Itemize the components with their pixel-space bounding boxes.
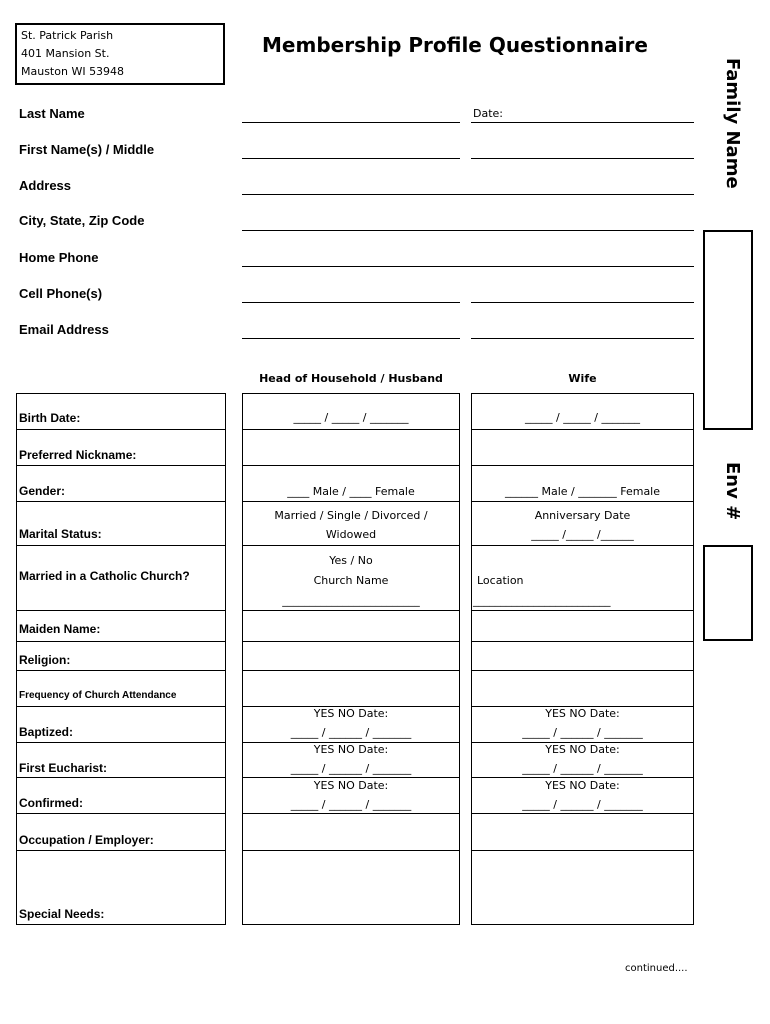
page-title: Membership Profile Questionnaire xyxy=(262,33,648,57)
wife-eucharist-yes-no-date[interactable]: YES NO Date: xyxy=(545,743,620,756)
address-label: Address xyxy=(19,178,72,193)
wife-eucharist-date-blanks[interactable]: _____ / ______ / _______ xyxy=(522,762,643,775)
head-church-name-label: Church Name xyxy=(313,574,389,587)
first-name-label: First Name(s) / Middle xyxy=(19,142,155,157)
row-label-religion: Religion: xyxy=(19,653,71,667)
row-separator xyxy=(16,641,226,642)
head-gender-options[interactable]: ____ Male / ____ Female xyxy=(287,485,415,498)
wife-confirmed-date-blanks[interactable]: _____ / ______ / _______ xyxy=(522,798,643,811)
row-label-gender: Gender: xyxy=(19,484,66,498)
email-label: Email Address xyxy=(19,322,109,337)
row-separator xyxy=(16,813,226,814)
family-name-vertical-label: Family Name xyxy=(722,58,743,189)
row-separator xyxy=(16,465,226,466)
row-separator xyxy=(16,670,226,671)
row-separator xyxy=(242,850,460,851)
address-line: Mauston WI 53948 xyxy=(21,65,125,78)
home-phone-label: Home Phone xyxy=(19,250,99,265)
head-birth-date-blanks[interactable]: _____ / _____ / _______ xyxy=(293,411,409,424)
head-eucharist-date-blanks[interactable]: _____ / ______ / _______ xyxy=(290,762,412,775)
address-line: 401 Mansion St. xyxy=(21,47,110,60)
row-separator xyxy=(471,465,694,466)
row-label-first-eucharist: First Eucharist: xyxy=(19,761,108,775)
row-label-marital-status: Marital Status: xyxy=(19,527,102,541)
row-separator xyxy=(471,850,694,851)
row-separator xyxy=(16,429,226,430)
row-separator xyxy=(16,545,226,546)
row-separator xyxy=(242,501,460,502)
row-label-special-needs: Special Needs: xyxy=(19,907,105,921)
wife-confirmed-yes-no-date[interactable]: YES NO Date: xyxy=(545,779,620,792)
last-name-label: Last Name xyxy=(19,106,85,121)
wife-baptized-yes-no-date[interactable]: YES NO Date: xyxy=(545,707,620,720)
head-of-household-column-header: Head of Household / Husband xyxy=(259,372,443,385)
env-number-vertical-label: Env # xyxy=(722,462,743,521)
row-separator xyxy=(16,742,226,743)
head-eucharist-yes-no-date[interactable]: YES NO Date: xyxy=(313,743,389,756)
last-name-line[interactable] xyxy=(242,122,460,123)
head-confirmed-yes-no-date[interactable]: YES NO Date: xyxy=(313,779,389,792)
row-separator xyxy=(242,641,460,642)
row-separator xyxy=(471,641,694,642)
location-line[interactable]: _________________________ xyxy=(473,594,611,607)
row-label-nickname: Preferred Nickname: xyxy=(19,448,137,462)
head-married-yes-no[interactable]: Yes / No xyxy=(329,554,373,567)
row-label-maiden-name: Maiden Name: xyxy=(19,622,101,636)
anniversary-date-blanks[interactable]: _____ /_____ /______ xyxy=(531,528,634,541)
row-separator xyxy=(242,545,460,546)
head-baptized-yes-no-date[interactable]: YES NO Date: xyxy=(313,707,389,720)
row-label-attendance: Frequency of Church Attendance xyxy=(19,690,177,701)
row-separator xyxy=(242,610,460,611)
address-line-field[interactable] xyxy=(242,194,694,195)
row-separator xyxy=(242,465,460,466)
cell-phone-line-1[interactable] xyxy=(242,302,460,303)
wife-column xyxy=(471,393,694,925)
head-marital-options[interactable]: Married / Single / Divorced / xyxy=(274,509,428,522)
env-number-box[interactable] xyxy=(703,545,753,641)
row-separator xyxy=(471,501,694,502)
head-marital-options-2[interactable]: Widowed xyxy=(325,528,377,541)
row-label-married-catholic: Married in a Catholic Church? xyxy=(19,569,190,583)
head-column xyxy=(242,393,460,925)
email-line-1[interactable] xyxy=(242,338,460,339)
family-name-box[interactable] xyxy=(703,230,753,430)
row-separator xyxy=(16,850,226,851)
wife-birth-date-blanks[interactable]: _____ / _____ / _______ xyxy=(525,411,640,424)
row-separator xyxy=(16,501,226,502)
row-label-occupation: Occupation / Employer: xyxy=(19,833,154,847)
date-line[interactable] xyxy=(471,122,694,123)
home-phone-line[interactable] xyxy=(242,266,694,267)
row-separator xyxy=(16,777,226,778)
row-separator xyxy=(242,429,460,430)
row-separator xyxy=(16,706,226,707)
head-confirmed-date-blanks[interactable]: _____ / ______ / _______ xyxy=(290,798,412,811)
cell-phone-line-2[interactable] xyxy=(471,302,694,303)
row-separator xyxy=(471,670,694,671)
address-line: St. Patrick Parish xyxy=(21,29,114,42)
row-label-birth-date: Birth Date: xyxy=(19,411,81,425)
first-name-line[interactable] xyxy=(242,158,460,159)
email-line-2[interactable] xyxy=(471,338,694,339)
row-label-baptized: Baptized: xyxy=(19,725,73,739)
city-state-zip-label: City, State, Zip Code xyxy=(19,213,145,228)
head-baptized-date-blanks[interactable]: _____ / ______ / _______ xyxy=(290,726,412,739)
location-label: Location xyxy=(477,574,524,587)
head-church-name-line[interactable]: _________________________ xyxy=(282,594,420,607)
row-separator xyxy=(16,610,226,611)
wife-baptized-date-blanks[interactable]: _____ / ______ / _______ xyxy=(522,726,643,739)
anniversary-date-label: Anniversary Date xyxy=(534,509,631,522)
parish-address-box xyxy=(15,23,225,85)
middle-name-line[interactable] xyxy=(471,158,694,159)
date-label: Date: xyxy=(473,107,503,120)
row-label-confirmed: Confirmed: xyxy=(19,796,83,810)
row-separator xyxy=(471,610,694,611)
city-state-zip-line[interactable] xyxy=(242,230,694,231)
row-separator xyxy=(471,545,694,546)
row-separator xyxy=(242,670,460,671)
wife-column-header: Wife xyxy=(568,372,597,385)
row-separator xyxy=(471,429,694,430)
cell-phone-label: Cell Phone(s) xyxy=(19,286,103,301)
continued-note: continued.... xyxy=(625,963,688,974)
wife-gender-options[interactable]: ______ Male / _______ Female xyxy=(504,485,661,498)
